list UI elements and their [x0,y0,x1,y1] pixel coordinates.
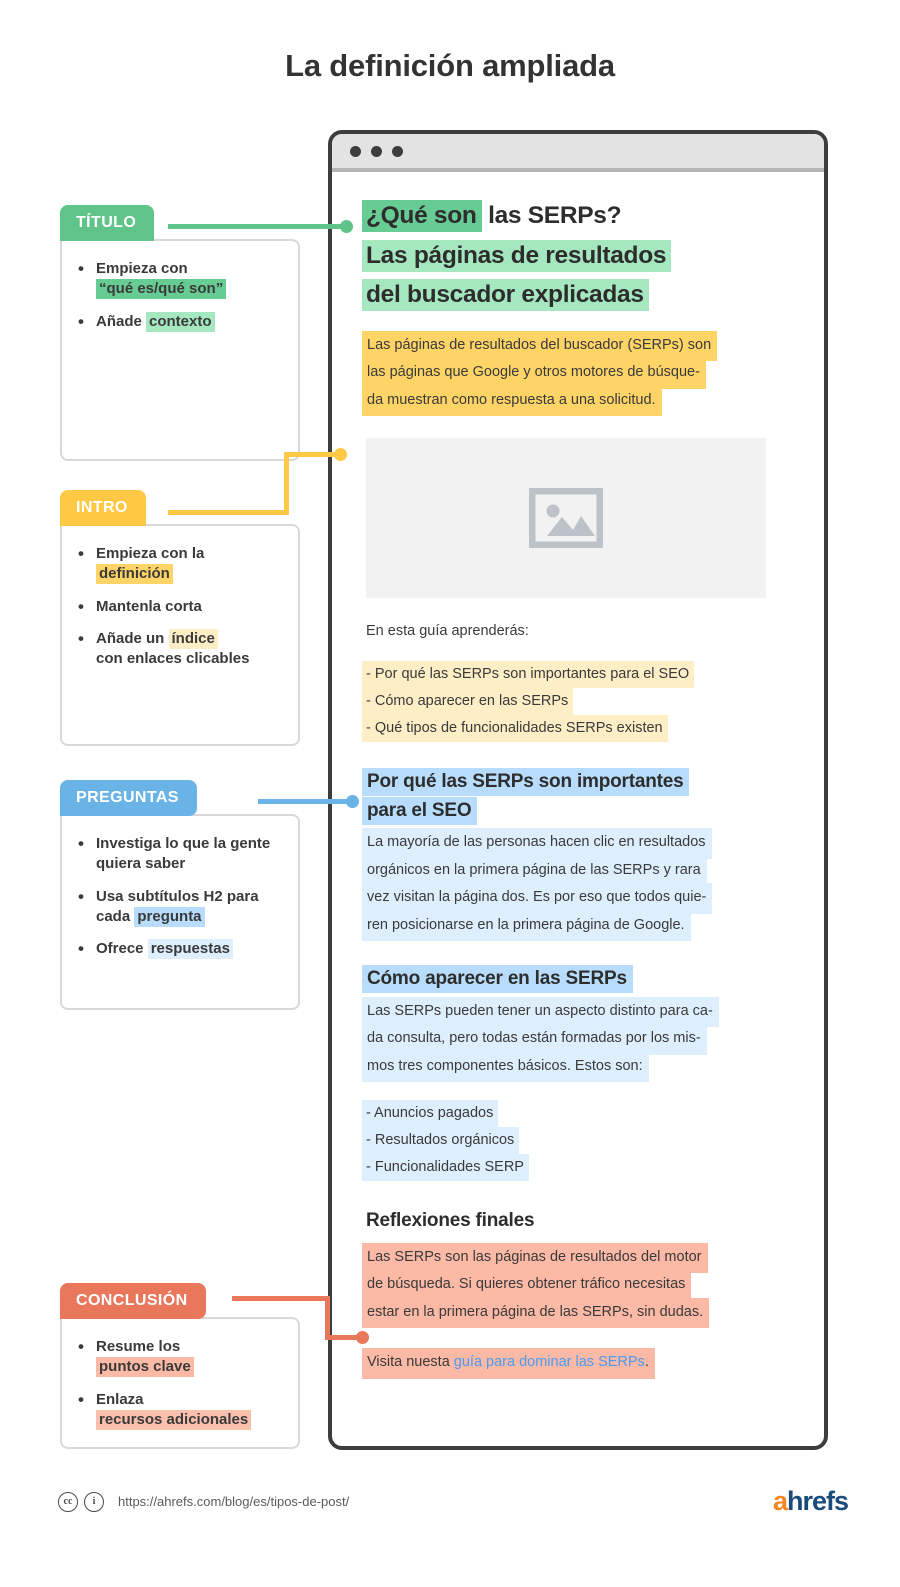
callout-titulo-item1-pre: Añade [96,312,147,330]
window-dot-maximize[interactable] [392,146,403,157]
article-image-placeholder [366,438,766,598]
callout-intro-item0-hl: definición [96,564,173,584]
connector-preguntas [258,794,368,810]
connector-intro [168,452,363,520]
callout-intro-item0-pre: Empieza con la [96,545,205,562]
paragraph-aparecer [362,997,794,1082]
page-title: La definición ampliada [285,48,615,83]
headline-rest-1: las SERPs? [481,202,622,229]
para-seo-line-1: La mayoría de las personas hacen clic en resultados [362,828,712,858]
callout-preguntas-item1-hl: pregunta [134,907,204,927]
ahrefs-logo[interactable] [773,1486,848,1517]
para-final-line-3: estar en la primera página de las SERPs, sin dudas. [362,1298,709,1328]
visit-prefix: Visita nuesta [367,1354,454,1371]
list-item [76,887,284,928]
callout-titulo-label: TÍTULO [76,214,137,231]
callout-intro-item2-hl: índice [169,629,218,649]
component-item-0: - Anuncios pagados [362,1100,498,1127]
callout-conclusion-item0-hl: puntos clave [96,1357,194,1377]
callout-intro-body [60,524,300,746]
callout-conclusion-item0-pre: Resume los [96,1338,181,1355]
para-aparecer-line-3: mos tres componentes básicos. Estos son: [362,1052,649,1082]
list-item [76,312,284,332]
browser-window [328,130,828,1450]
footer [58,1486,848,1517]
list-item [76,834,284,875]
connector-conclusion [232,1296,372,1356]
guide-item-1[interactable]: - Cómo aparecer en las SERPs [362,688,573,715]
list-item [76,1390,284,1431]
browser-titlebar [332,134,824,172]
callout-intro [60,490,300,746]
visit-suffix: . [644,1354,649,1371]
intro-line-1: Las páginas de resultados del buscador (SERPs) son [362,331,717,361]
heading-reflexiones-finales [366,1207,794,1235]
para-seo-line-4: ren posicionarse en la primera página de Google. [362,911,691,941]
browser-content [332,172,824,1379]
list-item [76,629,284,670]
callout-preguntas-body [60,814,300,1010]
heading-seo-line-2: para el SEO [362,797,477,825]
connector-titulo [168,219,358,235]
heading-seo-line-1: Por qué las SERPs son importantes [362,768,689,796]
heading-aparecer-text: Cómo aparecer en las SERPs [362,965,633,993]
callout-titulo-body [60,239,300,461]
attribution-icon: i [84,1492,104,1512]
heading-como-aparecer [362,965,794,993]
callout-intro-item2-post: con enlaces clicables [96,650,250,667]
callout-conclusion-label: CONCLUSIÓN [76,1292,188,1309]
callout-conclusion-item1-hl: recursos adicionales [96,1410,251,1430]
para-aparecer-line-2: da consulta, pero todas están formadas por los mis- [362,1024,707,1054]
callout-preguntas [60,780,300,1010]
callout-titulo [60,205,300,461]
callout-preguntas-item2-hl: respuestas [148,939,233,959]
list-item [76,259,284,300]
headline-highlight-1: ¿Qué son [362,200,482,232]
source-url[interactable]: https://ahrefs.com/blog/es/tipos-de-post/ [118,1494,350,1509]
para-final-line-1: Las SERPs son las páginas de resultados del motor [362,1243,708,1273]
callout-preguntas-label: PREGUNTAS [76,789,179,806]
callout-titulo-tab[interactable] [60,205,154,241]
callout-conclusion-tab[interactable] [60,1283,206,1319]
callout-intro-label: INTRO [76,499,128,516]
callout-preguntas-item0-pre: Investiga lo que la gente quiera saber [96,835,271,873]
callout-conclusion-item1-pre: Enlaza [96,1390,144,1408]
heading-final-text: Reflexiones finales [366,1210,535,1232]
guide-link[interactable]: guía para dominar las SERPs [453,1354,645,1371]
intro-paragraph [362,331,794,416]
paragraph-final [362,1243,794,1328]
components-list [362,1100,794,1181]
list-item [76,939,284,959]
guide-item-2[interactable]: - Qué tipos de funcionalidades SERPs existen [362,715,668,742]
component-item-1: - Resultados orgánicos [362,1127,519,1154]
window-dot-minimize[interactable] [371,146,382,157]
intro-line-2: las páginas que Google y otros motores de búsque- [362,358,706,388]
callout-titulo-item1-hl: contexto [146,312,215,332]
heading-por-que-seo [362,768,794,824]
list-item [76,544,284,585]
logo-text: hrefs [786,1486,848,1516]
callout-preguntas-item2-pre: Ofrece [96,940,148,957]
para-aparecer-line-1: Las SERPs pueden tener un aspecto distinto para ca- [362,997,719,1027]
headline-highlight-3: del buscador explicadas [362,279,649,311]
article-headline [366,198,794,313]
para-seo-line-2: orgánicos en la primera página de las SERPs y rara [362,856,707,886]
guide-lead-text: En esta guía aprenderás: [366,623,529,639]
callout-intro-item1-pre: Mantenla corta [96,597,202,615]
logo-letter-a: a [772,1486,787,1516]
callout-intro-item2-pre: Añade un [96,629,169,647]
visit-line [362,1348,794,1378]
intro-line-3: da muestran como respuesta a una solicitud. [362,386,662,416]
para-final-line-2: de búsqueda. Si quieres obtener tráfico necesitas [362,1270,691,1300]
image-placeholder-icon [529,488,603,548]
callout-preguntas-item1-pre: Usa subtítulos H2 para cada [96,887,259,925]
callout-intro-tab[interactable] [60,490,146,526]
headline-highlight-2: Las páginas de resultados [362,240,671,272]
guide-item-0[interactable]: - Por qué las SERPs son importantes para el SEO [362,661,694,688]
callout-preguntas-tab[interactable] [60,780,197,816]
window-dot-close[interactable] [350,146,361,157]
callout-titulo-item0-pre: Empieza con [96,260,188,277]
para-seo-line-3: vez visitan la página dos. Es por eso que todos quie- [362,883,712,913]
component-item-2: - Funcionalidades SERP [362,1154,529,1181]
guide-list [362,661,794,742]
list-item [76,597,284,617]
paragraph-seo [362,828,794,941]
creative-commons-icon: cc [58,1492,78,1512]
callout-titulo-item0-hl: “qué es/qué son” [96,279,226,299]
